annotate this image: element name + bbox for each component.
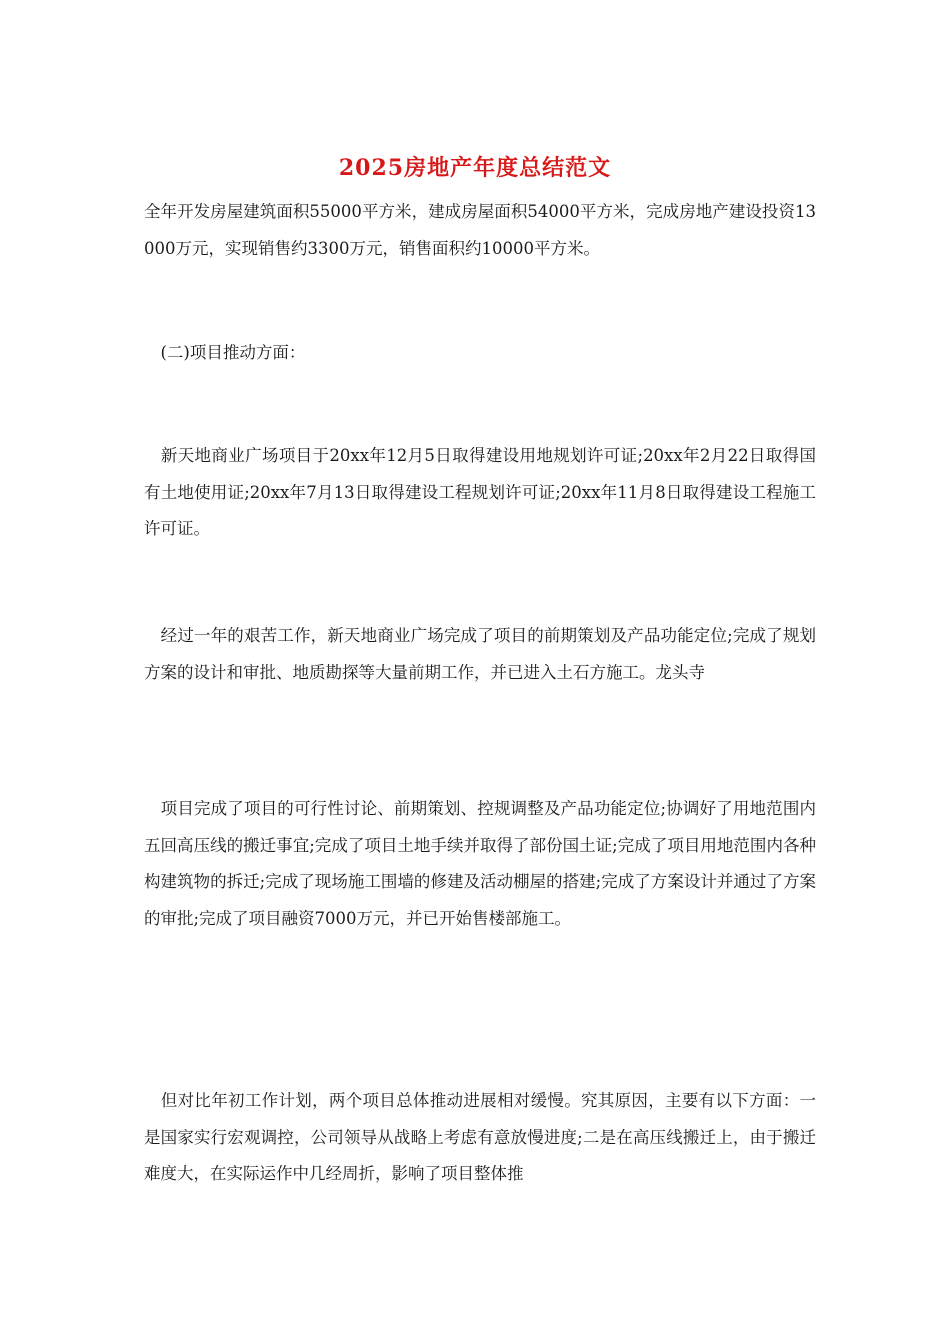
document-title: 2025房地产年度总结范文 <box>338 155 612 181</box>
paragraph-permits: 新天地商业广场项目于20xx年12月5日取得建设用地规划许可证;20xx年2月22日取得国有土地使用证;20xx年7月13日取得建设工程规划许可证;20xx年11月8日取得建设工程施工许可证。 <box>144 446 816 538</box>
paragraph-project-completion: 项目完成了项目的可行性讨论、前期策划、控规调整及产品功能定位;协调好了用地范围内五回高压线的搬迁事宜;完成了项目土地手续并取得了部份国土证;完成了项目用地范围内各种构建筑物的拆迁;完成了现场施工围墙的修建及活动棚屋的搭建;完成了方案设计并通过了方案的审批;完成了项目融资7000万元，并已开始售楼部施工。 <box>144 799 816 928</box>
paragraph-overview: 全年开发房屋建筑面积55000平方米，建成房屋面积54000平方米，完成房地产建设投资13000万元，实现销售约3300万元，销售面积约10000平方米。 <box>144 202 816 258</box>
section-heading-project-progress: (二)项目推动方面： <box>144 343 306 362</box>
paragraph-progress-analysis: 但对比年初工作计划，两个项目总体推动进展相对缓慢。究其原因，主要有以下方面：一是国家实行宏观调控，公司领导从战略上考虑有意放慢进度;二是在高压线搬迁上，由于搬迁难度大，在实际运作中几经周折，影响了项目整体推 <box>144 1091 816 1183</box>
paragraph-preliminary-work: 经过一年的艰苦工作，新天地商业广场完成了项目的前期策划及产品功能定位;完成了规划方案的设计和审批、地质勘探等大量前期工作，并已进入土石方施工。龙头寺 <box>144 626 816 682</box>
